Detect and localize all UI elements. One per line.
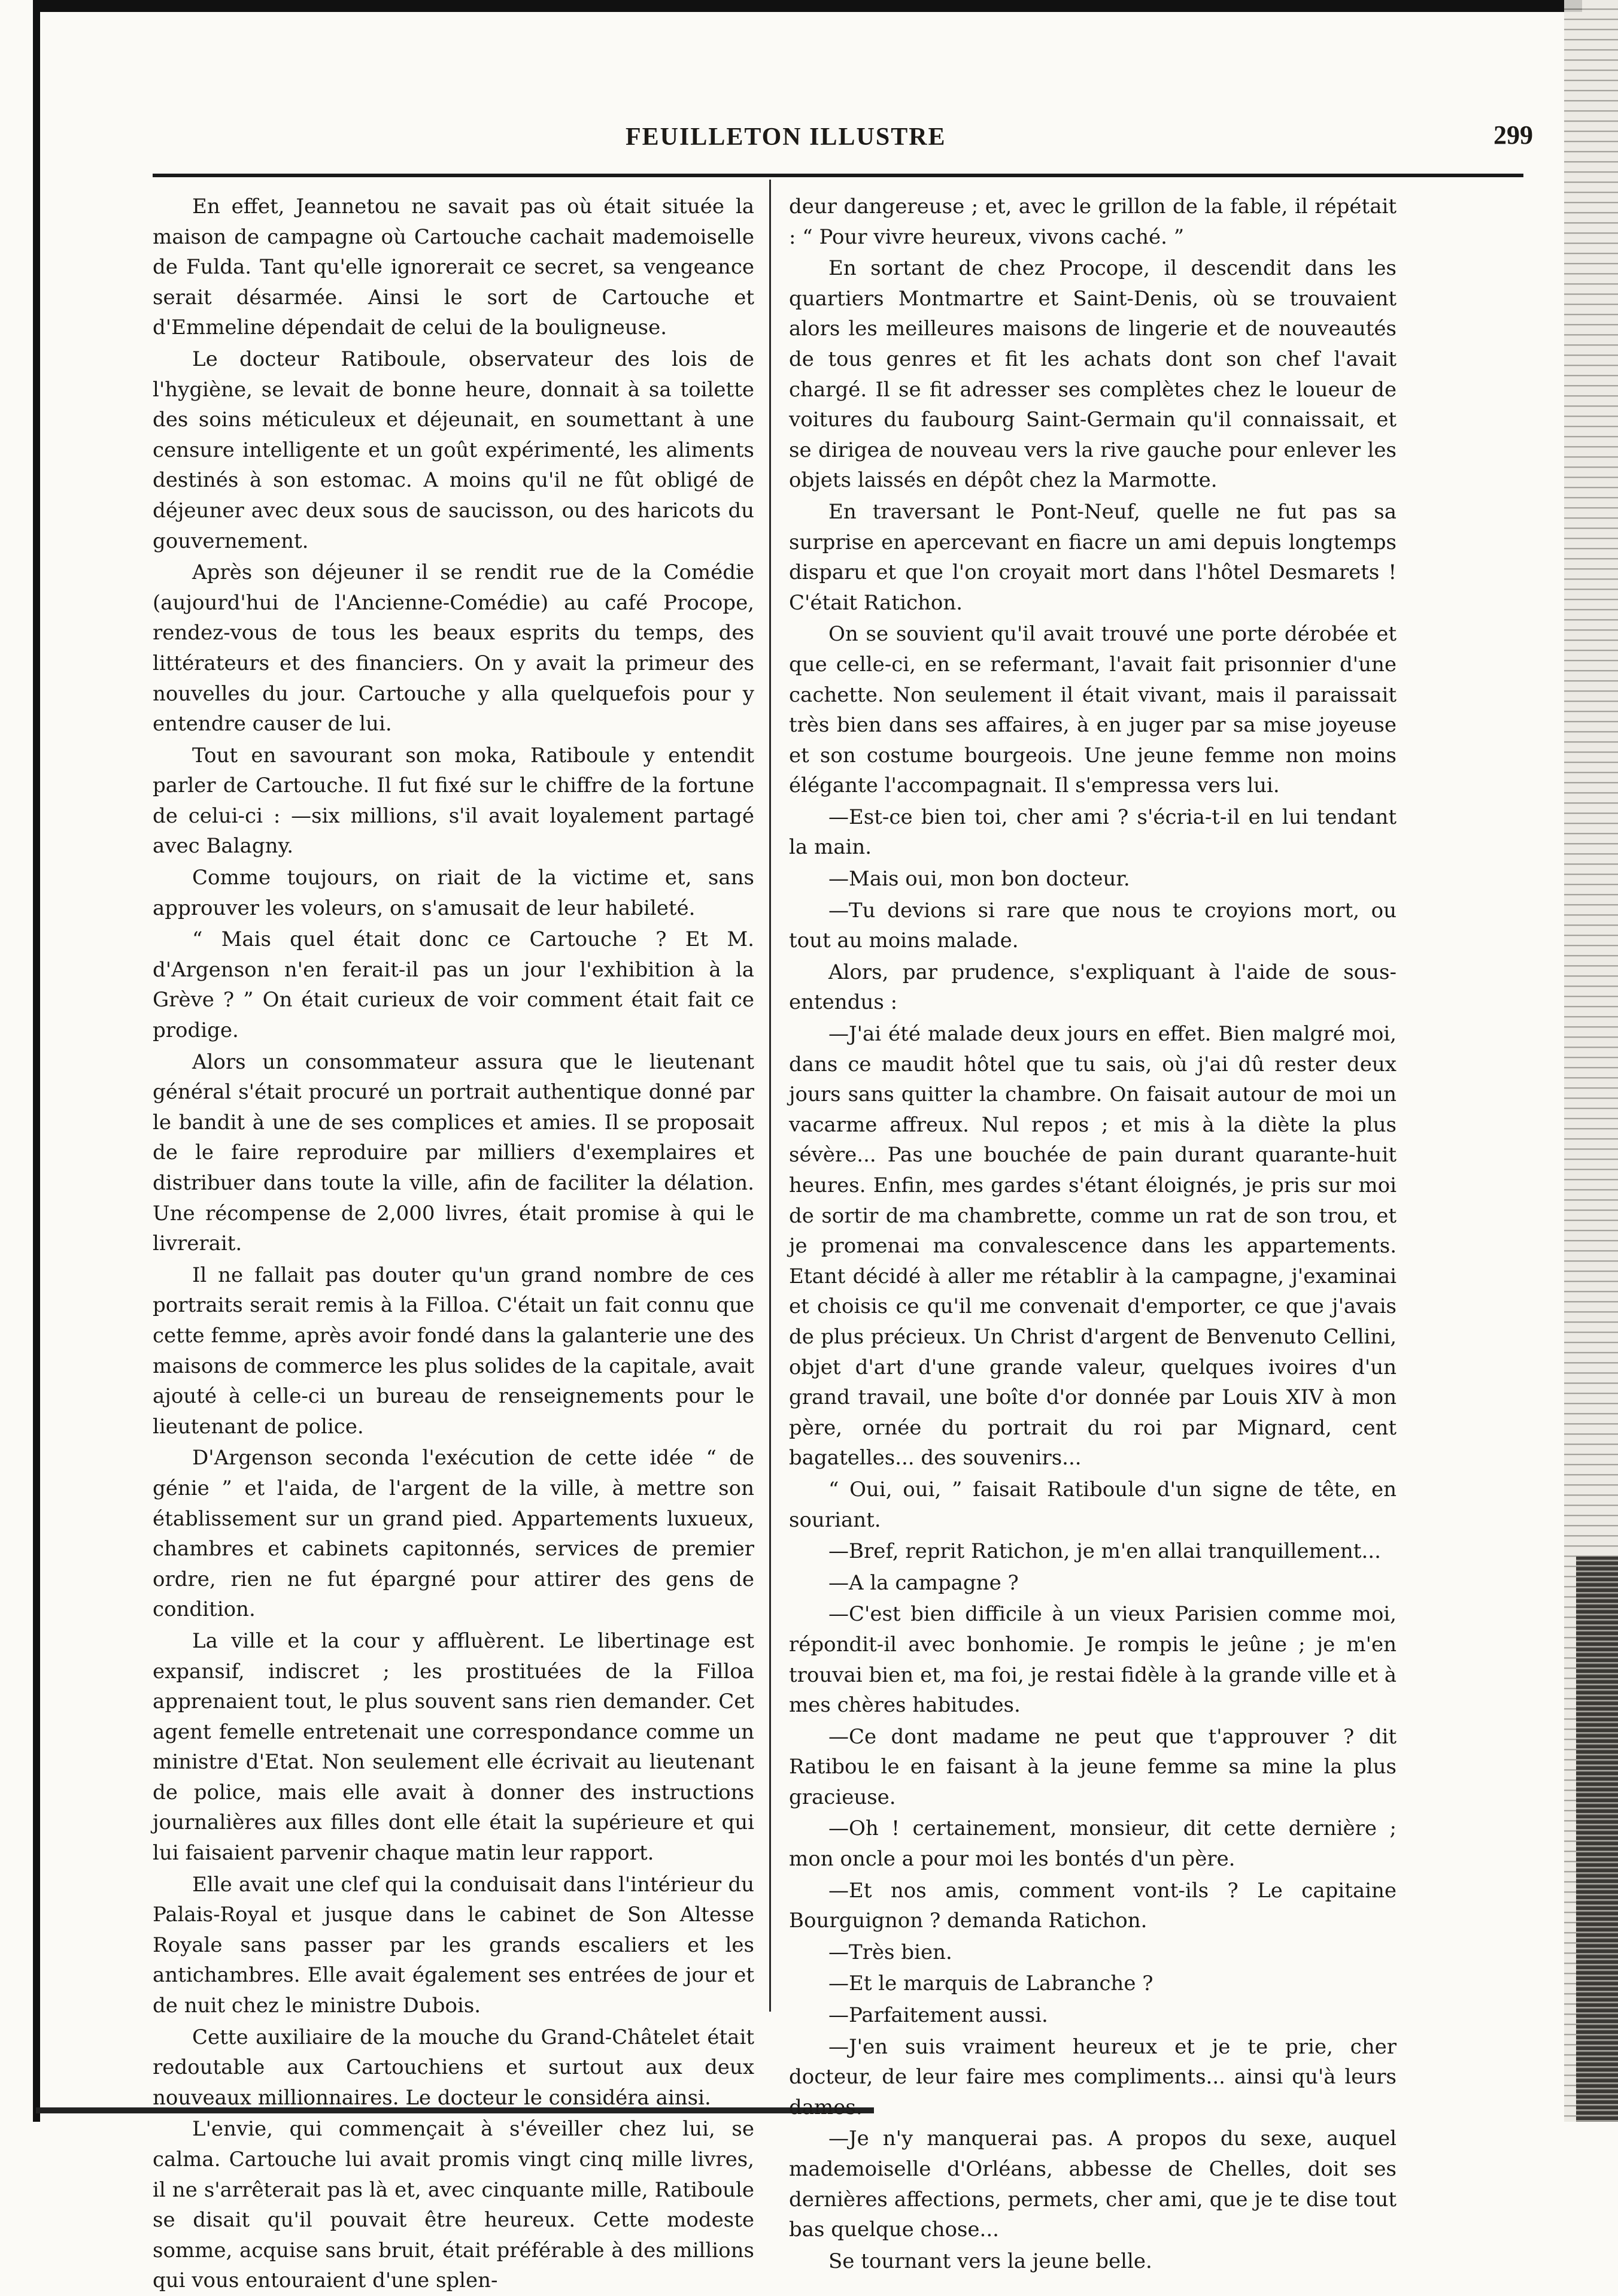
paragraph: Le docteur Ratiboule, observateur des lois de l'hygiène, se levait de bonne heure, donnait à sa toilette des soins méticuleux et déjeunait, en soumettant à une censure intelligente et un goût expérimenté, les aliments destinés à son estomac. A moins qu'il ne fût obligé de déjeuner avec deux sous de saucisson, ou des haricots du gouvernement. xyxy=(153,347,754,553)
column-divider xyxy=(769,180,771,2012)
paragraph: En sortant de chez Procope, il descendit dans les quartiers Montmartre et Saint-Denis, où se trouvaient alors les meilleures maisons de lingerie et de nouveautés de tous genres et fit les achats dont son chef l'avait chargé. Il se fit adresser ses complètes chez le loueur de voitures du faubourg Saint-Germain qu'il connaissait, et se dirigea de nouveau vers la rive gauche pour enlever les objets laissés en dépôt chez la Marmotte. xyxy=(789,256,1397,493)
paragraph: —Parfaitement aussi. xyxy=(828,2003,1048,2028)
paragraph: En traversant le Pont-Neuf, quelle ne fut pas sa surprise en apercevant en fiacre un ami depuis longtemps disparu et que l'on croyait mort dans l'hôtel Desmarets ! C'était Ratichon. xyxy=(789,499,1397,615)
paragraph: —Très bien. xyxy=(828,1940,952,1964)
paragraph: On se souvient qu'il avait trouvé une porte dérobée et que celle-ci, en se refermant, l'avait fait prisonnier d'une cachette. Non seulement il était vivant, mais il paraissait très bien dans ses affaires, à en juger par sa mise joyeuse et son costume bourgeois. Une jeune femme non moins élégante l'accompagnait. Il s'empressa vers lui. xyxy=(789,622,1397,798)
top-border-rule xyxy=(36,0,1582,12)
paragraph: —A la campagne ? xyxy=(828,1570,1019,1595)
paragraph: D'Argenson seconda l'exécution de cette idée “ de génie ” et l'aida, de l'argent de la ville, à mettre son établissement sur un grand pied. Appartements luxueux, chambres et cabinets capitonnés, services de premier ordre, rien ne fut épargné pour attirer des gens de condition. xyxy=(153,1446,754,1622)
header-rule xyxy=(153,174,1523,177)
paragraph: Alors un consommateur assura que le lieutenant général s'était procuré un portrait authentique donné par le bandit à une de ses complices et amies. Il se proposait de le faire reproduire par milliers d'exemplaires et distribuer dans toute la ville, afin de faciliter la délation. Une récompense de 2,000 livres, était promise à qui le livrerait. xyxy=(153,1050,754,1256)
paragraph: En effet, Jeannetou ne savait pas où était située la maison de campagne où Cartouche cachait mademoiselle de Fulda. Tant qu'elle ignorerait ce secret, sa vengeance serait désarmée. Ainsi le sort de Cartouche et d'Emmeline dépendait de celui de la bouligneuse. xyxy=(153,195,754,340)
paragraph: deur dangereuse ; et, avec le grillon de la fable, il répétait : “ Pour vivre heureux, vivons caché. ” xyxy=(789,195,1397,249)
left-binding-rule xyxy=(33,0,40,2122)
running-head: FEUILLETON ILLUSTRE xyxy=(626,123,946,151)
paragraph: “ Oui, oui, ” faisait Ratiboule d'un signe de tête, en souriant. xyxy=(789,1477,1397,1532)
left-text-column xyxy=(153,192,754,2293)
paragraph: Cette auxiliaire de la mouche du Grand-Châtelet était redoutable aux Cartouchiens et surtout aux deux nouveaux millionnaires. Le docteur le considéra ainsi. xyxy=(153,2025,754,2110)
paragraph: “ Mais quel était donc ce Cartouche ? Et M. d'Argenson n'en ferait-il pas un jour l'exhibition à la Grève ? ” On était curieux de voir comment était fait ce prodige. xyxy=(153,927,754,1043)
paragraph: Après son déjeuner il se rendit rue de la Comédie (aujourd'hui de l'Ancienne-Comédie) au café Procope, rendez-vous de tous les beaux esprits du temps, des littérateurs et des financiers. On y avait la primeur des nouvelles du jour. Cartouche y alla quelquefois pour y entendre causer de lui. xyxy=(153,560,754,736)
paragraph: —Et le marquis de Labranche ? xyxy=(828,1972,1153,1996)
paragraph: —C'est bien difficile à un vieux Parisien comme moi, répondit-il avec bonhomie. Je rompis le jeûne ; je m'en trouvai bien et, ma foi, je restai fidèle à la grande ville et à mes chères habitudes. xyxy=(789,1602,1397,1718)
paragraph: —Tu devions si rare que nous te croyions mort, ou tout au moins malade. xyxy=(789,898,1397,953)
paragraph: —Ce dont madame ne peut que t'approuver ? dit Ratibou le en faisant à la jeune femme sa mine la plus gracieuse. xyxy=(789,1724,1397,1809)
page-edge-scan-artifact-lower xyxy=(1576,1557,1618,2122)
paragraph: La ville et la cour y affluèrent. Le libertinage est expansif, indiscret ; les prostituées de la Filloa apprenaient tout, le plus souvent sans rien demander. Cet agent femelle entretenait une correspondance comme un ministre d'Etat. Non seulement elle écrivait au lieutenant de police, mais elle avait à donner des instructions journalières aux filles dont elle était la supérieure et qui lui faisaient parvenir chaque matin leur rapport. xyxy=(153,1628,754,1866)
paragraph: Se tournant vers la jeune belle. xyxy=(828,2249,1152,2273)
paragraph: L'envie, qui commençait à s'éveiller chez lui, se calma. Cartouche lui avait promis vingt cinq mille livres, il ne s'arrêterait pas là et, avec cinquante mille, Ratiboule se disait qu'il pouvait être heureux. Cette modeste somme, acquise sans bruit, était préférable à des millions qui vous entouraient d'une splen- xyxy=(153,2117,754,2293)
page-number: 299 xyxy=(1493,120,1533,150)
paragraph: —Bref, reprit Ratichon, je m'en allai tranquillement... xyxy=(828,1539,1381,1564)
right-text-column xyxy=(789,192,1397,2273)
paragraph: Tout en savourant son moka, Ratiboule y entendit parler de Cartouche. Il fut fixé sur le chiffre de la fortune de celui-ci : —six millions, s'il avait loyalement partagé avec Balagny. xyxy=(153,743,754,859)
paragraph: —J'ai été malade deux jours en effet. Bien malgré moi, dans ce maudit hôtel que tu sais, où j'ai dû rester deux jours sans quitter la chambre. On faisait autour de moi un vacarme affreux. Nul repos ; et mis à la diète la plus sévère... Pas une bouchée de pain durant quarante-huit heures. Enfin, mes gardes s'étant éloignés, je pris sur moi de sortir de ma chambrette, comme un rat de son trou, et je promenai ma convalescence dans les appartements. Etant décidé à aller me rétablir à la campagne, j'examinai et choisis ce qu'il me convenait d'emporter, ce que j'avais de plus précieux. Un Christ d'argent de Benvenuto Cellini, objet d'art d'une grande valeur, quelques ivoires d'un grand travail, une boîte d'or donnée par Louis XIV à mon père, ornée du portrait du roi par Mignard, cent bagatelles... des souvenirs... xyxy=(789,1022,1397,1470)
paragraph: —Oh ! certainement, monsieur, dit cette dernière ; mon oncle a pour moi les bontés d'un père. xyxy=(789,1816,1397,1872)
paragraph: —J'en suis vraiment heureux et je te prie, cher docteur, de leur faire mes compliments... ainsi qu'à leurs dames. xyxy=(789,2034,1397,2119)
paragraph: Comme toujours, on riait de la victime et, sans approuver les voleurs, on s'amusait de leur habileté. xyxy=(153,866,754,920)
paragraph: —Et nos amis, comment vont-ils ? Le capitaine Bourguignon ? demanda Ratichon. xyxy=(789,1878,1397,1933)
paragraph: —Est-ce bien toi, cher ami ? s'écria-t-il en lui tendant la main. xyxy=(789,805,1397,860)
paragraph: —Mais oui, mon bon docteur. xyxy=(828,867,1130,891)
paragraph: Il ne fallait pas douter qu'un grand nombre de ces portraits serait remis à la Filloa. C'était un fait connu que cette femme, après avoir fondé dans la galanterie une des maisons de commerce les plus solides de la capitale, avait ajouté à celle-ci un bureau de renseignements pour le lieutenant de police. xyxy=(153,1263,754,1439)
paragraph: —Je n'y manquerai pas. A propos du sexe, auquel mademoiselle d'Orléans, abbesse de Chelles, doit ses dernières affections, permets, cher ami, que je te dise tout bas quelque chose... xyxy=(789,2127,1397,2242)
paragraph: Elle avait une clef qui la conduisait dans l'intérieur du Palais-Royal et jusque dans le cabinet de Son Altesse Royale sans passer par les grands escaliers et les antichambres. Elle avait également ses entrées de jour et de nuit chez le ministre Dubois. xyxy=(153,1872,754,2018)
paragraph: Alors, par prudence, s'expliquant à l'aide de sous-entendus : xyxy=(789,960,1397,1015)
